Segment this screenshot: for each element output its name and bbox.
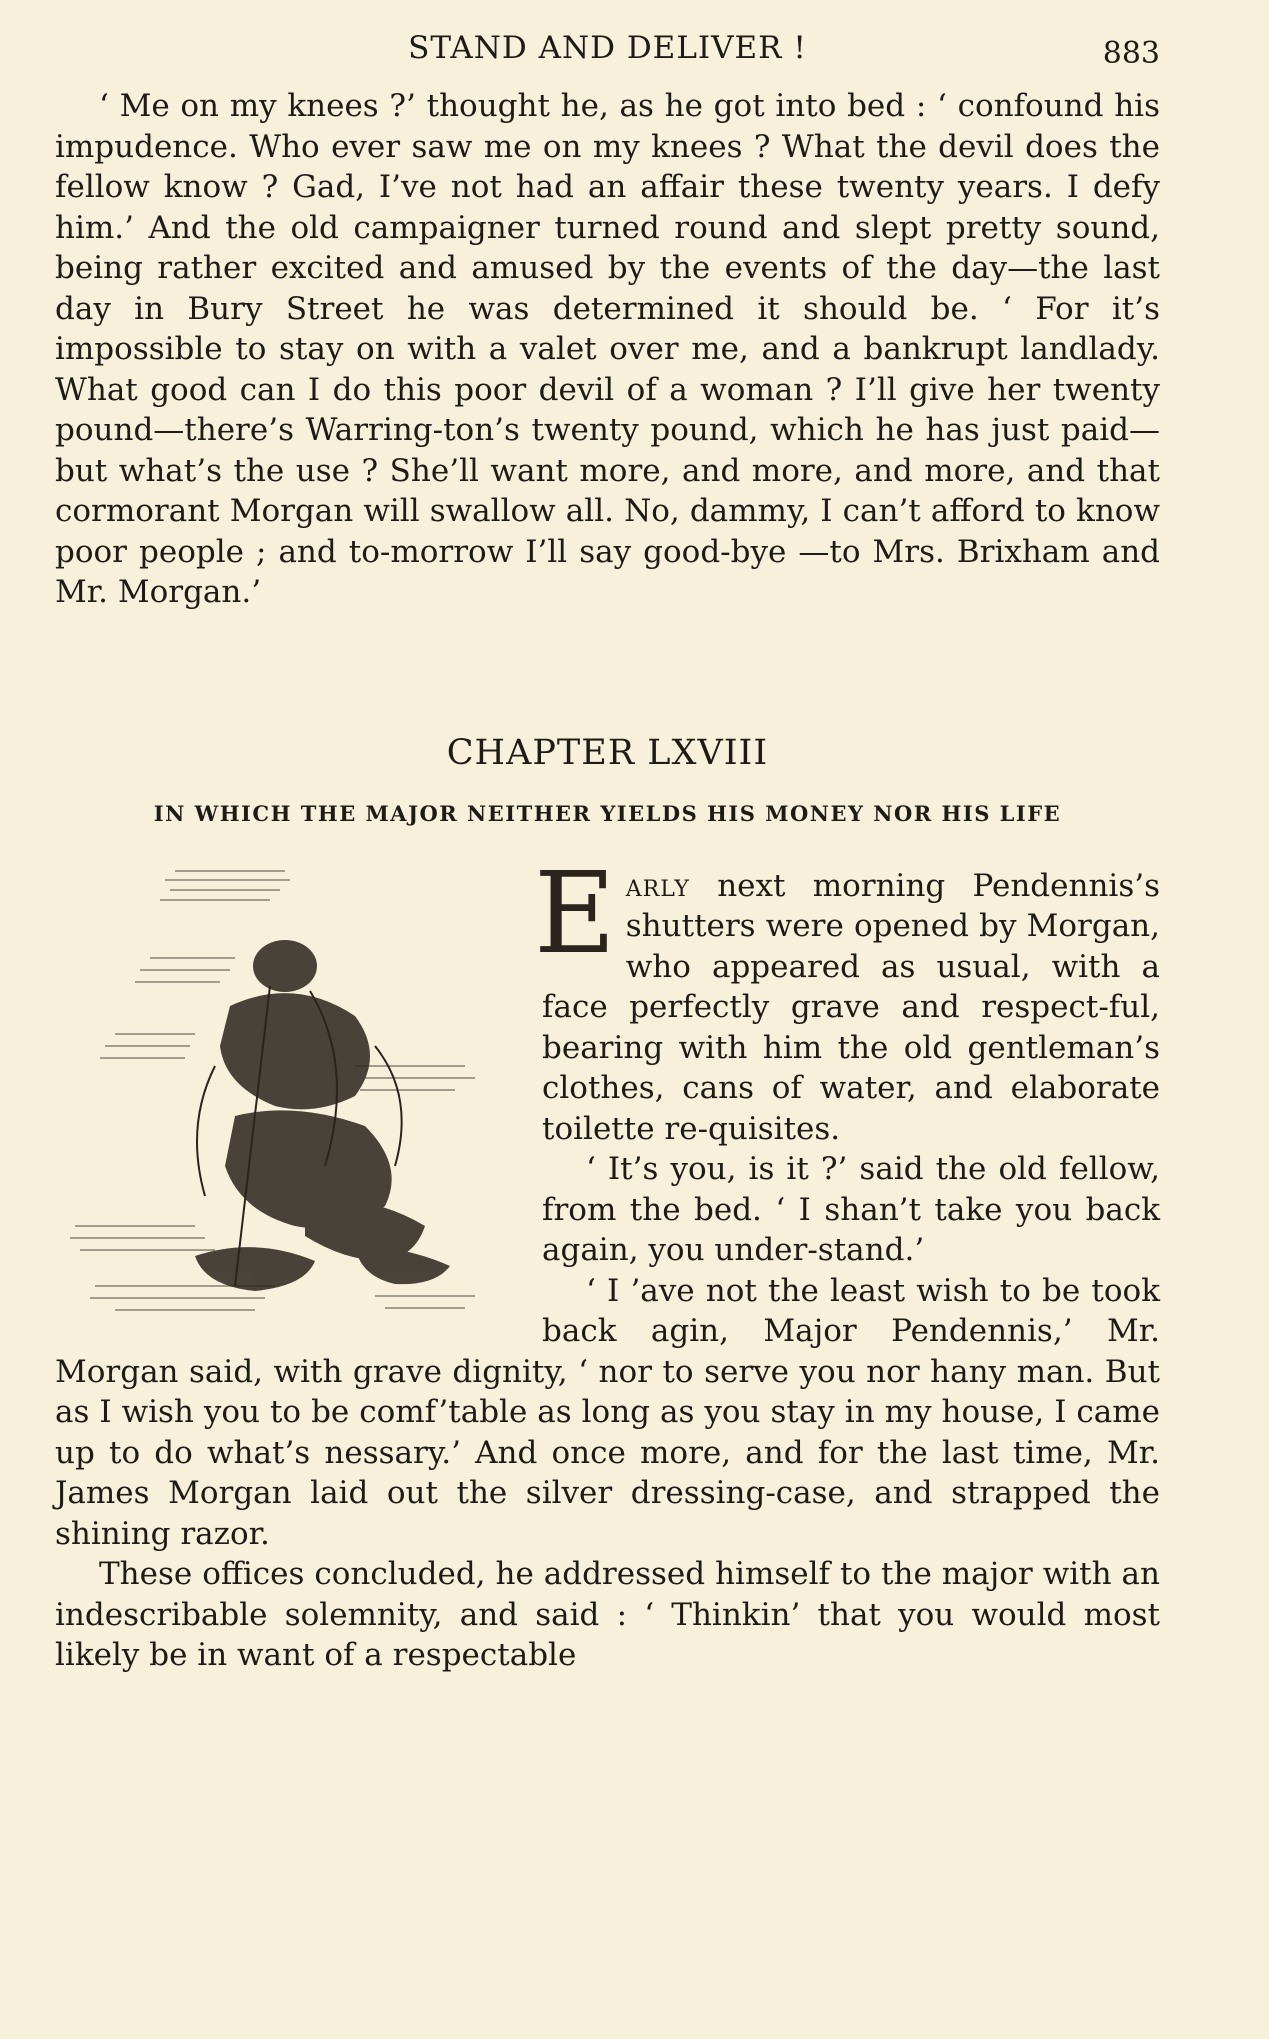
- running-title: STAND AND DELIVER !: [408, 30, 807, 66]
- running-head: [55, 30, 1160, 86]
- opening-lead-word: arly: [625, 867, 690, 904]
- paragraph: ‘ I ’ave not the least wish to be took back agin, Major Pendennis,’ Mr. Morgan said, with grave dignity, ‘ nor to serve you nor hany man. But as I wish you to be comf’table as long as you stay in my house, I came up to do what’s nessary.’ And once more, and for the last time, Mr. James Morgan laid out the silver dressing-case, and strapped the shining razor.: [55, 1272, 1160, 1552]
- page-number: 883: [1102, 36, 1160, 71]
- chapter-body: [55, 848, 1160, 1676]
- paragraph-opening: ‘ Me on my knees ?’ thought he, as he got into bed : ‘ confound his impudence. Who ever saw me on my knees ? What the devil does the fellow know ? Gad, I’ve not had an affair these twenty years. I defy him.’ And the old campaigner turned round and slept pretty sound, being rather excited and amused by the events of the day—the last day in Bury Street he was determined it should be. ‘ For it’s impossible to stay on with a valet over me, and a bankrupt landlady. What good can I do this poor devil of a woman ? I’ll give her twenty pound—there’s Warring-ton’s twenty pound, which he has just paid—but what’s the use ? She’ll want more, and more, and more, and that cormorant Morgan will swallow all. No, dammy, I can’t afford to know poor people ; and to-morrow I’ll say good-bye —to Mrs. Brixham and Mr. Morgan.’: [55, 88, 1160, 610]
- chapter-title: CHAPTER LXVIII: [446, 732, 769, 773]
- engraved-figure-illustration-icon: [55, 866, 530, 1341]
- book-page: [55, 30, 1160, 1676]
- drop-cap: E: [534, 848, 616, 979]
- paragraph: These offices concluded, he addressed himself to the major with an indescribable solemnity, and said : ‘ Thinkin’ that you would most likely be in want of a respectable: [55, 1556, 1160, 1673]
- paragraph: ‘ It’s you, is it ?’ said the old fellow, from the bed. ‘ I shan’t take you back again, you under-stand.’: [542, 1151, 1160, 1268]
- opening-text: next morning Pendennis’s shutters were opened by Morgan, who appeared as usual, with a face perfectly grave and respect-ful, bearing with him the old gentleman’s clothes, cans of water, and elaborate toilette re-quisites.: [542, 867, 1160, 1147]
- figure-silhouette: [195, 940, 450, 1291]
- chapter-subtitle: IN WHICH THE MAJOR NEITHER YIELDS HIS MONEY NOR HIS LIFE: [153, 800, 1062, 826]
